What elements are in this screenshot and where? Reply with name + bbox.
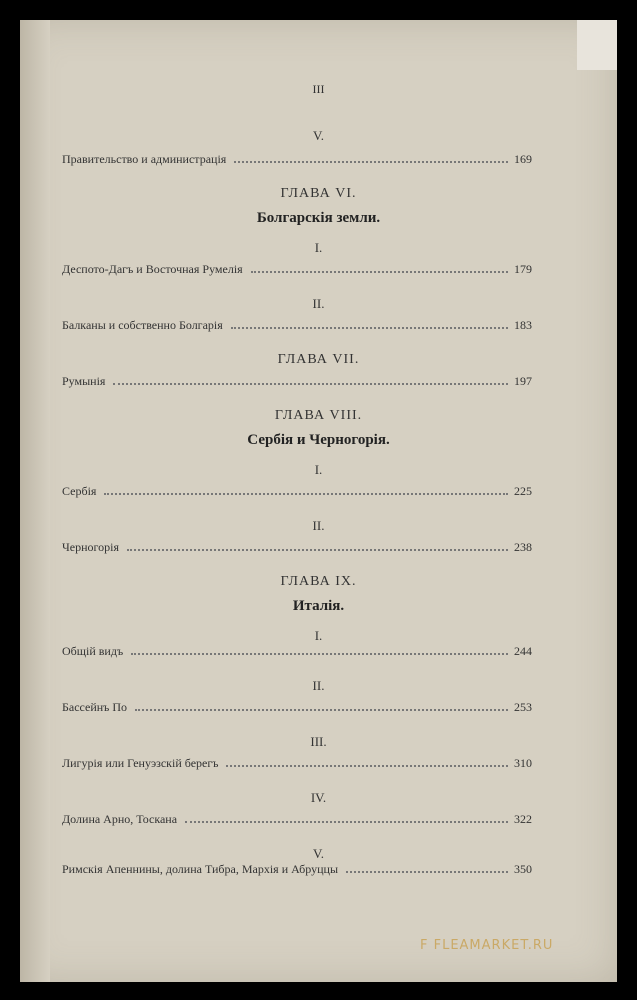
dot-leader <box>346 870 508 873</box>
toc-entry-page: 350 <box>514 862 532 876</box>
dot-leader <box>185 820 508 823</box>
toc-entry <box>62 484 532 504</box>
toc-entry-title: Сербія <box>62 484 97 498</box>
toc-entry <box>62 862 532 882</box>
page-fold-shadow <box>20 20 50 982</box>
section-numeral: I. <box>314 462 323 477</box>
toc-entry-page: 179 <box>514 262 532 276</box>
dot-leader <box>226 764 508 767</box>
section-numeral: II. <box>312 296 325 311</box>
chapter-title: Сербія и Черногорія. <box>247 432 390 448</box>
toc-entry-page: 244 <box>514 644 532 658</box>
dot-leader <box>251 270 508 273</box>
toc-entry-title: Румынія <box>62 374 106 388</box>
section-numeral: II. <box>312 678 325 693</box>
toc-entry <box>62 540 532 560</box>
watermark-stamp: F FLEAMARKET.RU <box>420 938 554 953</box>
section-numeral: V. <box>313 846 324 861</box>
dot-leader <box>231 326 508 329</box>
chapter-heading: ГЛАВА IX. <box>280 574 357 589</box>
toc-entry-title: Бассейнъ По <box>62 700 128 714</box>
toc-entry-title: Общій видъ <box>62 644 124 658</box>
toc-entry <box>62 700 532 720</box>
toc-entry-page: 197 <box>514 374 532 388</box>
chapter-heading: ГЛАВА VII. <box>277 352 360 367</box>
toc-entry <box>62 374 532 394</box>
toc-entry <box>62 262 532 282</box>
dot-leader <box>234 160 508 163</box>
toc-entry <box>62 318 532 338</box>
toc-entry-title: Лигурія или Генуэзскій берегъ <box>62 756 219 770</box>
toc-entry-page: 183 <box>514 318 532 332</box>
section-numeral: I. <box>314 240 323 255</box>
toc-entry-page: 253 <box>514 700 532 714</box>
section-numeral: IV. <box>310 790 327 805</box>
toc-entry <box>62 812 532 832</box>
toc-entry-title: Балканы и собственно Болгарія <box>62 318 223 332</box>
toc-entry-title: Правительство и администрація <box>62 152 227 166</box>
page-number: III <box>312 82 325 96</box>
toc-entry-page: 238 <box>514 540 532 554</box>
section-numeral: I. <box>314 628 323 643</box>
toc-entry-title: Долина Арно, Тоскана <box>62 812 178 826</box>
section-numeral: V. <box>313 128 324 143</box>
page-corner-tear <box>577 20 617 70</box>
dot-leader <box>104 492 508 495</box>
toc-entry-page: 322 <box>514 812 532 826</box>
section-numeral: II. <box>312 518 325 533</box>
toc-entry <box>62 756 532 776</box>
toc-entry-page: 225 <box>514 484 532 498</box>
chapter-title: Болгарскія земли. <box>256 210 381 226</box>
dot-leader <box>135 708 508 711</box>
dot-leader <box>127 548 508 551</box>
chapter-heading: ГЛАВА VIII. <box>274 408 363 423</box>
toc-entry-title: Черногорія <box>62 540 120 554</box>
dot-leader <box>113 382 508 385</box>
toc-entry <box>62 644 532 664</box>
toc-entry-page: 310 <box>514 756 532 770</box>
toc-entry <box>62 152 532 172</box>
chapter-heading: ГЛАВА VI. <box>280 186 357 201</box>
toc-entry-title: Римскія Апеннины, долина Тибра, Мархія и Абруццы <box>62 862 339 876</box>
section-numeral: III. <box>310 734 327 749</box>
chapter-title: Италія. <box>292 598 345 614</box>
toc-entry-page: 169 <box>514 152 532 166</box>
toc-entry-title: Деспото-Дагъ и Восточная Румелія <box>62 262 243 276</box>
dot-leader <box>131 652 508 655</box>
